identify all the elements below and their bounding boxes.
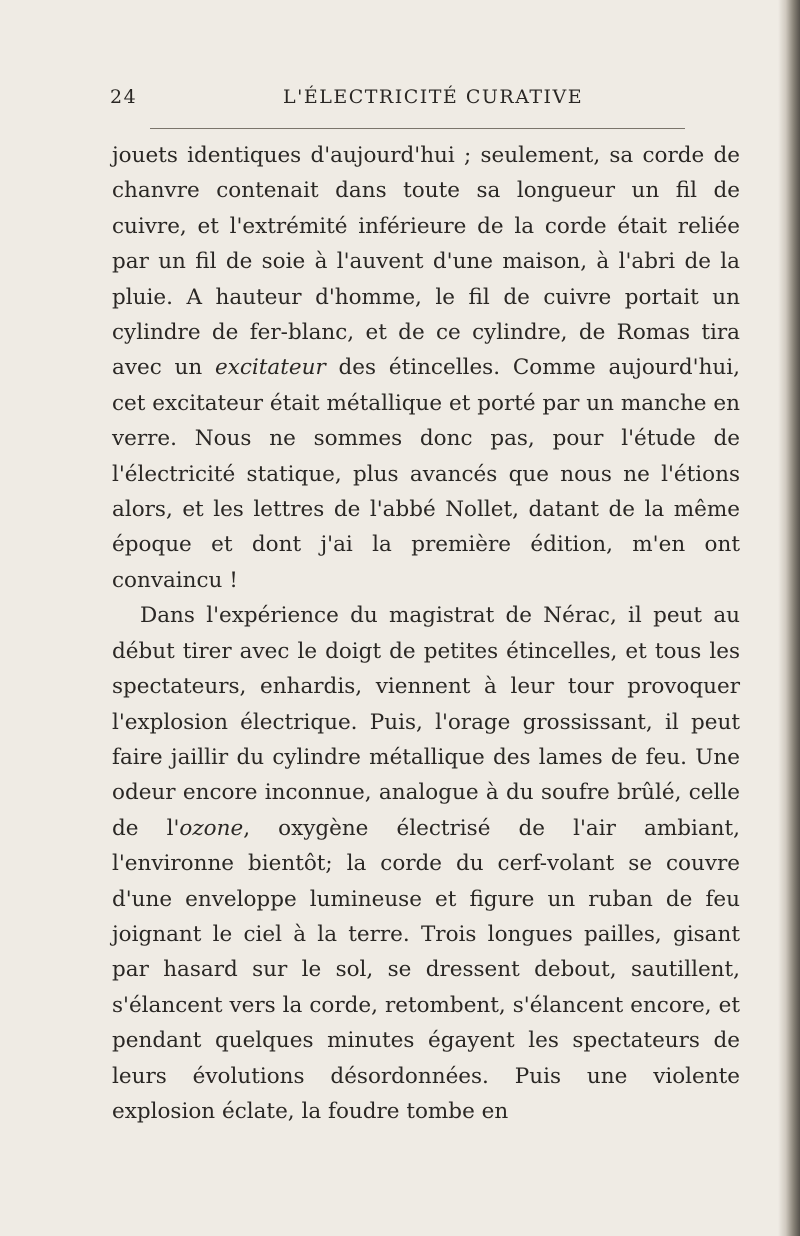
page-header bbox=[0, 86, 800, 116]
paragraph-2-text-b: , oxygène électrisé de l'air ambiant, l'environne bientôt; la corde du cerf-volant se couvre d'une enveloppe lumineuse et figure un ruban de feu joignant le ciel à la terre. Trois longues pailles, gisant par hasard sur le sol, se dressent debout, sautillent, s'élancent vers la corde, retombent, s'élancent encore, et pendant quelques minutes égayent les spectateurs de leurs évolutions désordonnées. Puis une violente explosion éclate, la foudre tombe en bbox=[112, 815, 740, 1124]
paragraph-1-text-a: jouets identiques d'aujourd'hui ; seulement, sa corde de chanvre contenait dans toute sa longueur un fil de cuivre, et l'extrémité inférieure de la corde était reliée par un fil de soie à l'auvent d'une maison, à l'abri de la pluie. A hauteur d'homme, le fil de cuivre portait un cylindre de fer-blanc, et de ce cylindre, de Romas tira avec un bbox=[112, 143, 740, 381]
page-number: 24 bbox=[110, 86, 138, 108]
paragraph-1 bbox=[112, 138, 740, 598]
paragraph-2 bbox=[112, 598, 740, 1129]
paragraph-2-text-a: Dans l'expérience du magistrat de Nérac, il peut au début tirer avec le doigt de petites étincelles, et tous les spectateurs, enhardis, viennent à leur tour provoquer l'explosion électrique. Puis, l'orage grossissant, il peut faire jaillir du cylindre métallique des lames de feu. Une odeur encore inconnue, analogue à du soufre brûlé, celle de l' bbox=[112, 603, 740, 841]
paragraph-1-text-b: des étincelles. Comme aujourd'hui, cet excitateur était métallique et porté par un manche en verre. Nous ne sommes donc pas, pour l'étude de l'électricité statique, plus avancés que nous ne l'étions alors, et les lettres de l'abbé Nollet, datant de la même époque et dont j'ai la première édition, m'en ont convaincu ! bbox=[112, 355, 740, 593]
paragraph-1-italic: excitateur bbox=[215, 355, 326, 381]
running-title: L'ÉLECTRICITÉ CURATIVE bbox=[283, 86, 584, 108]
header-rule bbox=[150, 128, 685, 129]
paragraph-2-italic: ozone bbox=[179, 815, 244, 841]
body-text bbox=[112, 138, 740, 1129]
page-edge-shadow bbox=[778, 0, 800, 1236]
